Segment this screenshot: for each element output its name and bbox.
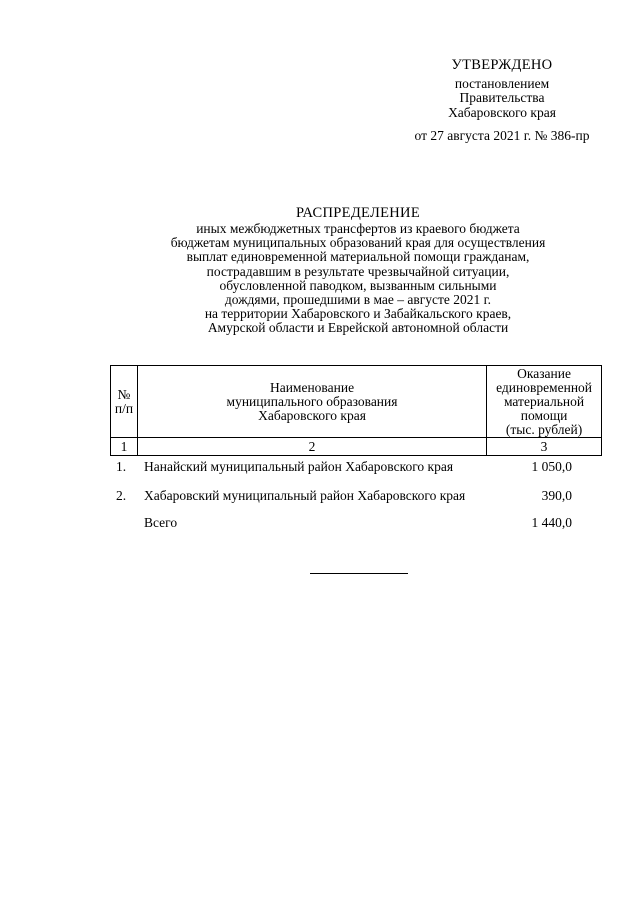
subtitle-line: Амурской области и Еврейской автономной области	[207, 320, 509, 336]
column-number: 2	[137, 438, 486, 456]
approval-line: Хабаровского края	[448, 104, 556, 120]
subtitle-line: дождями, прошедшими в мае – августе 2021 г.	[224, 292, 492, 308]
table-row	[110, 460, 602, 489]
header-amount-line: Оказание	[517, 365, 571, 381]
approval-heading: УТВЕРЖДЕНО	[451, 57, 553, 73]
table-row	[110, 489, 602, 518]
header-name-line: Наименование	[269, 379, 355, 395]
row-value: 390,0	[541, 488, 572, 503]
document-title: РАСПРЕДЕЛЕНИЕ	[296, 205, 420, 221]
subtitle-line: пострадавшим в результате чрезвычайной ситуации,	[206, 263, 510, 279]
end-rule	[310, 573, 408, 574]
column-number: 3	[487, 438, 602, 456]
row-number: 2.	[116, 488, 127, 503]
header-name	[137, 366, 486, 438]
subtitle-line: обусловленной паводком, вызванным сильными	[219, 277, 497, 293]
header-amount-line: материальной	[503, 393, 585, 409]
approval-line: постановлением	[454, 75, 550, 91]
approval-date: от 27 августа 2021 г. № 386-пр	[414, 128, 590, 143]
row-value: 1 050,0	[531, 459, 572, 474]
header-num	[111, 366, 138, 438]
document-subtitle	[0, 222, 640, 336]
approval-line: Правительства	[459, 90, 545, 105]
header-row	[111, 366, 602, 438]
header-num-line: п/п	[114, 400, 134, 416]
total-label: Всего	[144, 515, 178, 530]
subtitle-line: иных межбюджетных трансфертов из краевого бюджета	[196, 221, 520, 236]
approval-stamp	[396, 58, 608, 144]
total-row	[110, 516, 602, 545]
distribution-table-body	[110, 460, 602, 545]
header-amount-line: единовременной	[496, 379, 593, 395]
subtitle-line: выплат единовременной материальной помощи гражданам,	[186, 249, 530, 265]
distribution-table-header	[110, 365, 602, 456]
header-amount	[487, 366, 602, 438]
header-amount-line: (тыс. рублей)	[505, 421, 583, 437]
header-name-line: муниципального образования	[226, 393, 398, 409]
subtitle-line: бюджетам муниципальных образований края для осуществления	[170, 235, 546, 251]
header-amount-line: помощи	[520, 407, 568, 423]
header-num-line: №	[117, 386, 131, 402]
total-value: 1 440,0	[531, 515, 572, 530]
row-name: Хабаровский муниципальный район Хабаровского края	[144, 488, 466, 503]
column-number-row	[111, 438, 602, 456]
column-number: 1	[111, 438, 138, 456]
header-name-line: Хабаровского края	[258, 407, 366, 423]
subtitle-line: на территории Хабаровского и Забайкальского краев,	[204, 306, 512, 322]
row-name: Нанайский муниципальный район Хабаровского края	[144, 459, 454, 474]
row-number: 1.	[116, 459, 127, 474]
